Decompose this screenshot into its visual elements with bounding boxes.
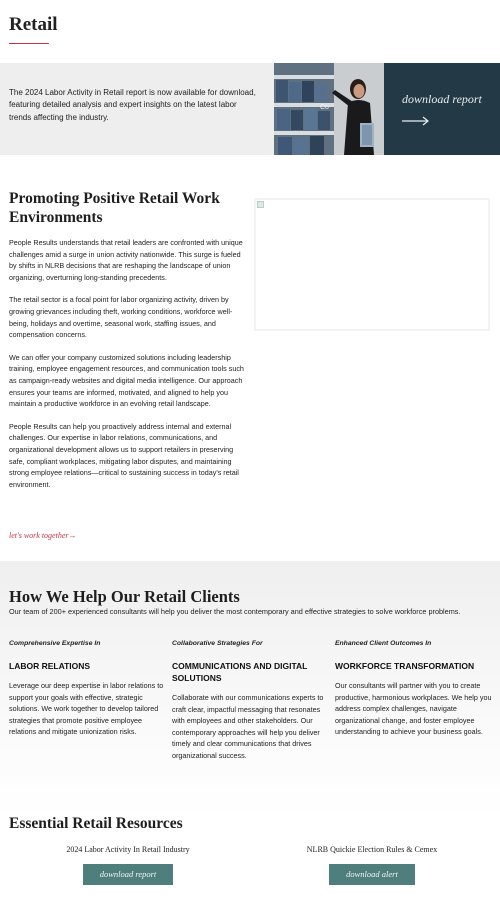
service-description: Our consultants will partner with you to create productive, harmonious workplaces. We help you address complex challenges, navigate organizational change, and foster employee understanding to achieve your business goals. — [335, 681, 492, 737]
download-report-button[interactable]: download report — [83, 864, 174, 885]
page-title: Retail — [9, 14, 58, 35]
help-subtitle: Our team of 200+ experienced consultants will help you deliver the most contemporary and effective strategies to solve workforce problems. — [9, 607, 461, 616]
lets-work-together-link[interactable]: let's work together→ — [9, 531, 77, 540]
arrow-right-icon — [402, 116, 430, 126]
download-report-banner-button[interactable] — [384, 63, 500, 155]
retail-shopper-photo — [274, 63, 384, 155]
service-heading: WORKFORCE TRANSFORMATION — [335, 661, 475, 671]
download-report-label: download report — [402, 92, 482, 106]
promo-title: Promoting Positive Retail Work Environments — [9, 190, 220, 226]
service-description: Leverage our deep expertise in labor relations to support your goals with effective, strategic solutions. We work together to develop tailored strategies that promote positive employee relations and mitigate unionization risks. — [9, 681, 164, 737]
resource-item-nlrb-rules — [257, 845, 487, 885]
service-kicker: Collaborative Strategies For — [172, 640, 263, 647]
promo-paragraph: The retail sector is a focal point for labor organizing activity, driven by growing grievances including theft, working conditions, workforce well-being, holidays and overtime, seasonal work, staffing issues, and compensation concerns. — [9, 295, 233, 340]
service-column-communications — [172, 640, 330, 762]
promo-body — [9, 237, 245, 501]
banner-text: The 2024 Labor Activity in Retail report is now available for download, featuring detailed analysis and expert insights on the latest labor trends affecting the industry. — [9, 88, 256, 122]
promo-paragraph: People Results understands that retail leaders are confronted with unique challenges amid a surge in union activity nationwide. This surge is fueled by shifts in NLRB decisions that are reshaping the landscape of union organizing, overturning long-standing precedents. — [9, 238, 243, 283]
how-we-help-section — [0, 561, 500, 821]
service-heading: COMMUNICATIONS AND DIGITAL SOLUTIONS — [172, 661, 308, 683]
service-column-labor-relations — [9, 640, 167, 738]
service-kicker: Enhanced Client Outcomes In — [335, 640, 432, 647]
help-title: How We Help Our Retail Clients — [9, 587, 240, 606]
service-kicker: Comprehensive Expertise In — [9, 640, 101, 647]
report-banner — [0, 63, 500, 155]
service-column-workforce-transformation — [335, 640, 493, 738]
photo-overlay-text: Co — [320, 104, 329, 111]
service-description: Collaborate with our communications experts to craft clear, impactful messaging that resonates with employees and other stakeholders. Our contemporary approaches will help you deliver timely and clear communications that drives organizational success. — [172, 693, 324, 760]
promo-paragraph: We can offer your company customized solutions including leadership training, employee engagement resources, and communication tools such as campaign-ready websites and digital media intelligence. Our approach ensures your teams are informed, motivated, and aligned to help you maintain a productive workforce in an evolving retail landscape. — [9, 352, 244, 409]
embedded-media-frame[interactable] — [254, 198, 490, 331]
resource-name: 2024 Labor Activity In Retail Industry — [66, 845, 190, 854]
broken-image-icon — [257, 201, 264, 208]
promo-paragraph: People Results can help you proactively address internal and external challenges. Our expertise in labor relations, communications, and organizational development allows us to support retailers in preserving safe, compliant workplaces, mitigating labor disputes, and maintaining strong employee relations—critical to sustaining success in today's retail environment. — [9, 421, 239, 490]
retail-shopper-illustration — [274, 63, 384, 155]
resource-item-labor-activity — [13, 845, 243, 885]
service-heading: LABOR RELATIONS — [9, 661, 91, 671]
download-alert-button[interactable]: download alert — [329, 864, 415, 885]
title-underline — [9, 43, 49, 44]
resource-name: NLRB Quickie Election Rules & Cemex — [306, 845, 438, 854]
resources-title: Essential Retail Resources — [9, 815, 183, 832]
